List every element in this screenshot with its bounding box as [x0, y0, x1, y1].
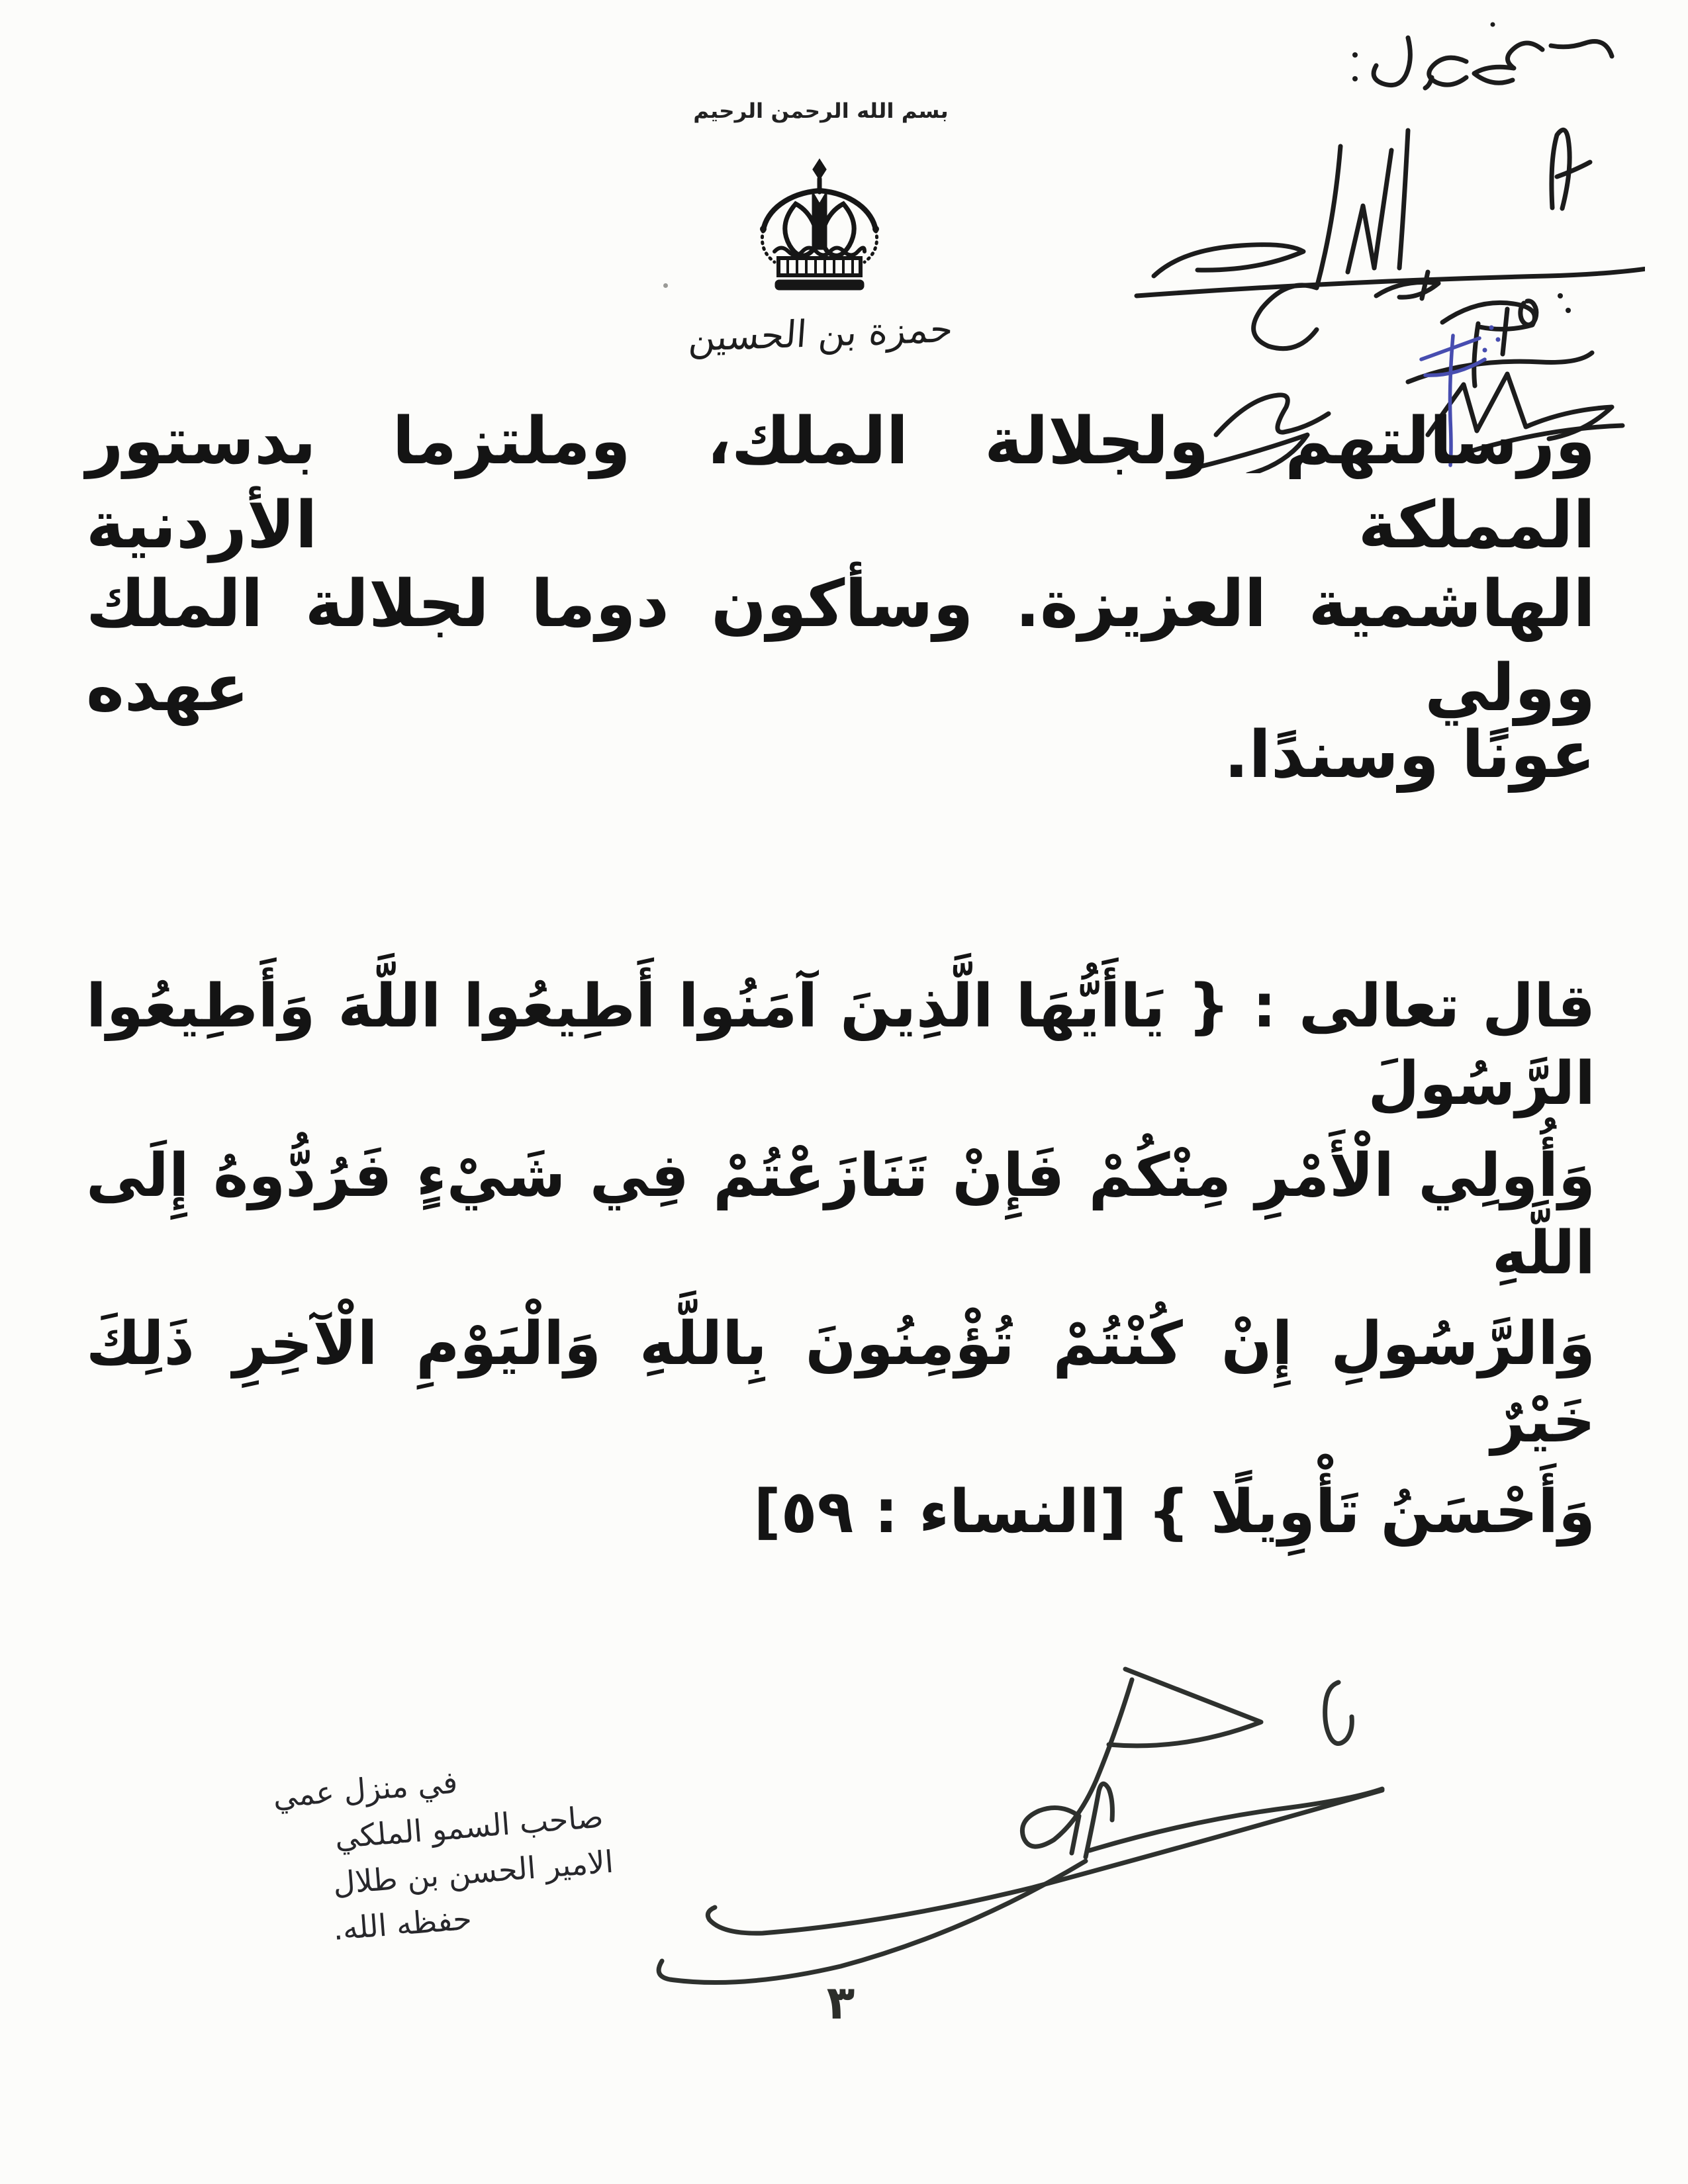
note-line-1: في منزل عمي [271, 1764, 459, 1815]
note-line-2: صاحب السمو الملكي [333, 1798, 605, 1856]
body-line-2: الهاشمية العزيزة. وسأكون دوما لجلالة الملك وولي عهده [86, 567, 1595, 727]
verse-line-3: وَالرَّسُولِ إِنْ كُنْتُمْ تُؤْمِنُونَ بِاللَّهِ وَالْيَوْمِ الْآخِرِ ذَلِكَ خَيْرٌ [86, 1309, 1595, 1456]
note-line-4: حفظه الله. [332, 1900, 473, 1947]
royal-crown-icon [747, 158, 892, 293]
royal-name-calligraphy: حمزة بن الحسين [687, 307, 955, 361]
note-line-3: الامير الحسن بن طلال [332, 1843, 615, 1901]
body-line-3: عونًا وسندًا. [1224, 717, 1595, 793]
bottom-handwritten-note [76, 1748, 618, 1972]
scan-speck [663, 283, 668, 288]
body-line-1: ورسالتهم ولجلالة الملك، وملتزما بدستور المملكة الأردنية [86, 404, 1595, 564]
bismillah-calligraphy: بسم الله الرحمن الرحيم [693, 99, 949, 123]
verse-line-4: وَأَحْسَنُ تَأْوِيلًا } [النساء : ٥٩] [753, 1477, 1595, 1547]
verse-line-1: قال تعالى : { يَاأَيُّهَا الَّذِينَ آمَنُوا أَطِيعُوا اللَّهَ وَأَطِيعُوا الرَّسُولَ [86, 972, 1595, 1118]
page-number: ٣ [826, 1976, 855, 2030]
verse-line-2: وَأُولِي الْأَمْرِ مِنْكُمْ فَإِنْ تَنَازَعْتُمْ فِي شَيْءٍ فَرُدُّوهُ إِلَى اللَّهِ [86, 1141, 1595, 1288]
prince-signature [622, 1621, 1417, 1992]
